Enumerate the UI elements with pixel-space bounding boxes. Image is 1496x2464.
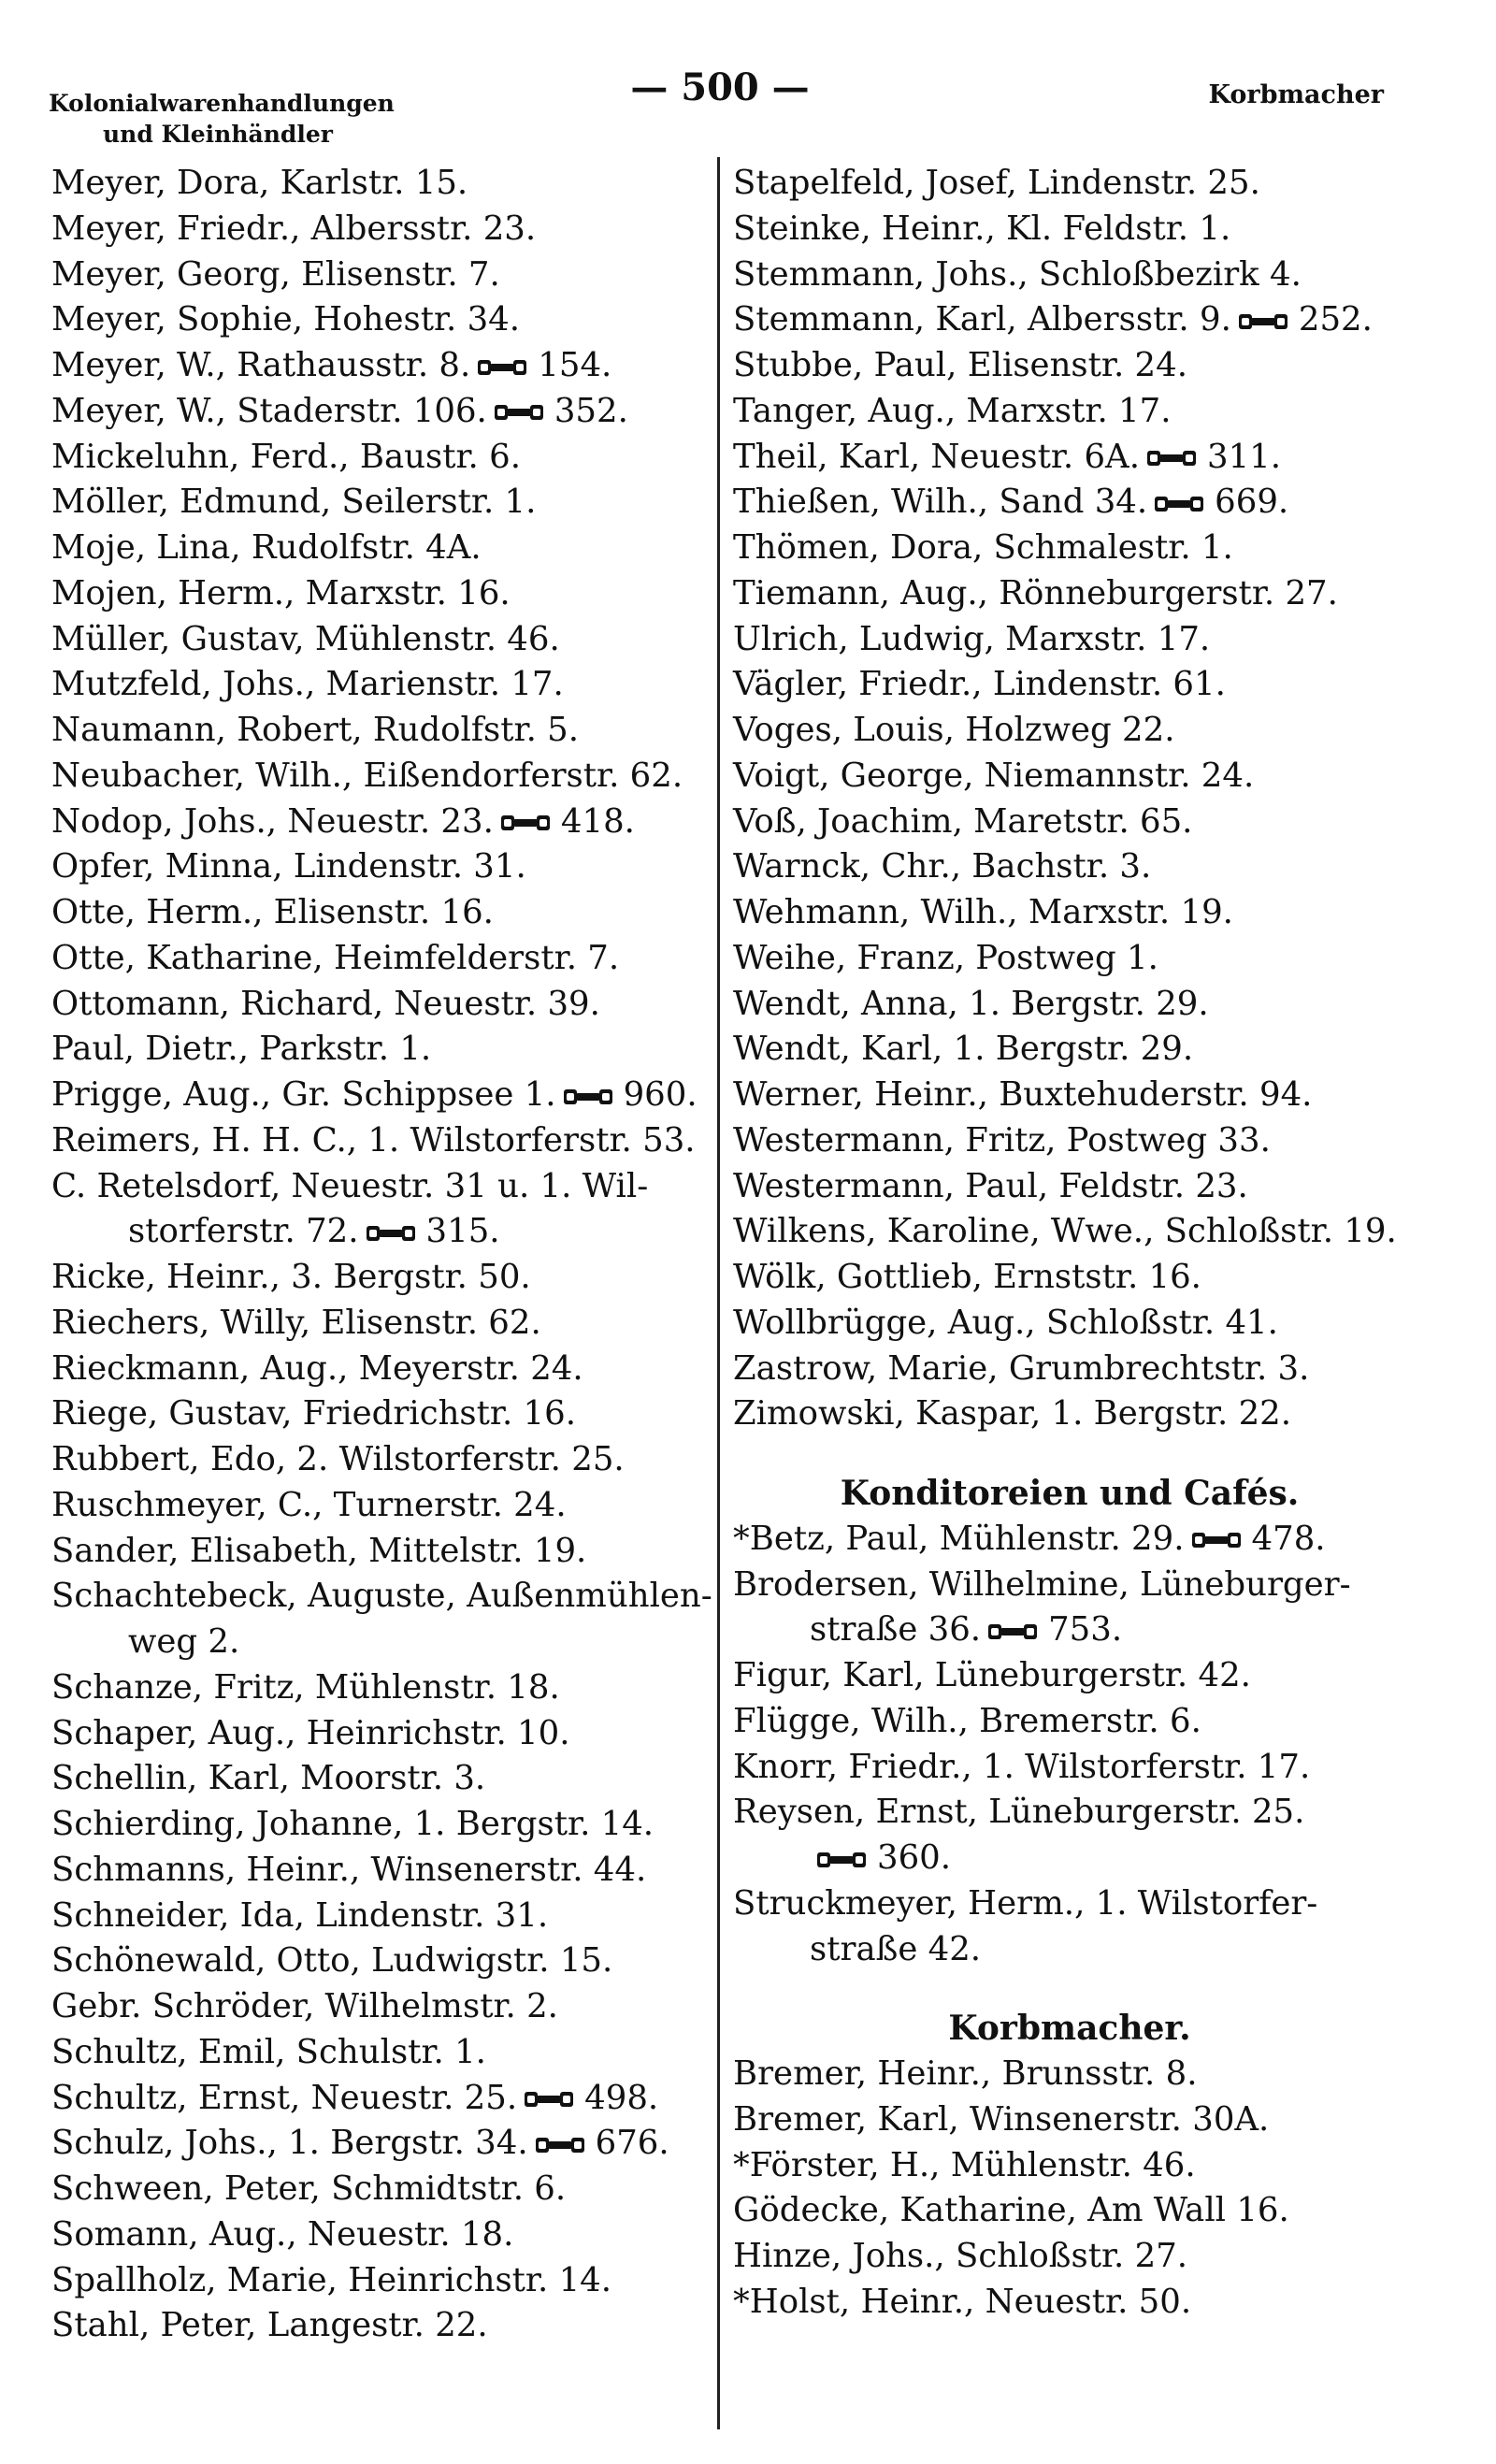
phone-number: 315.	[425, 1212, 500, 1251]
entry-text: *Betz, Paul, Mühlenstr. 29.	[733, 1519, 1185, 1558]
directory-entry	[51, 389, 711, 435]
directory-entry	[51, 662, 711, 708]
entry-text: Meyer, W., Rathausstr. 8.	[51, 346, 471, 384]
entry-text: Schmanns, Heinr., Winsenerstr. 44.	[51, 1850, 647, 1889]
directory-entry	[51, 708, 711, 754]
directory-entry	[51, 1894, 711, 1939]
entry-text: Schneider, Ida, Lindenstr. 31.	[51, 1895, 549, 1935]
entry-text: Riechers, Willy, Elisenstr. 62.	[51, 1303, 541, 1342]
entry-text: Otte, Herm., Elisenstr. 16.	[51, 893, 494, 931]
entry-text: Thömen, Dora, Schmalestr. 1.	[733, 528, 1233, 567]
entry-text: Ottomann, Richard, Neuestr. 39.	[51, 984, 600, 1023]
entry-text: Wölk, Gottlieb, Ernststr. 16.	[733, 1258, 1201, 1296]
directory-entry	[51, 1164, 711, 1210]
entry-text: Schellin, Karl, Moorstr. 3.	[51, 1759, 486, 1798]
entry-text: Schween, Peter, Schmidtstr. 6.	[51, 2169, 567, 2208]
entry-text: Prigge, Aug., Gr. Schippsee 1.	[51, 1075, 556, 1114]
entry-text: Moje, Lina, Rudolfstr. 4A.	[51, 528, 482, 567]
entry-text: Wilkens, Karoline, Wwe., Schloßstr. 19.	[733, 1212, 1397, 1251]
directory-entry	[51, 207, 711, 252]
directory-entry	[51, 526, 711, 571]
directory-entry	[51, 1301, 711, 1347]
directory-entry	[733, 1881, 1406, 1927]
directory-entry	[51, 1483, 711, 1529]
directory-entry	[733, 2188, 1406, 2234]
phone-number: 154.	[538, 346, 612, 384]
phone-number: 252.	[1298, 300, 1373, 339]
directory-entry	[733, 480, 1406, 526]
directory-entry	[733, 2143, 1406, 2189]
directory-entry	[51, 1391, 711, 1437]
entry-text: straße 42.	[810, 1929, 982, 1968]
running-header-right: Korbmacher	[1208, 80, 1384, 109]
directory-entry	[733, 754, 1406, 800]
directory-entry	[51, 435, 711, 481]
directory-entry	[51, 754, 711, 800]
right-column	[733, 161, 1406, 2326]
left-column	[51, 161, 711, 2349]
directory-entry	[733, 2280, 1406, 2326]
directory-entry	[733, 1607, 1406, 1653]
directory-entry	[733, 2097, 1406, 2143]
header-line-2: und Kleinhändler	[103, 121, 333, 148]
entry-text: Meyer, Dora, Karlstr. 15.	[51, 164, 468, 202]
telephone-handset-icon	[1145, 445, 1200, 471]
entry-text: Warnck, Chr., Bachstr. 3.	[733, 847, 1152, 886]
telephone-handset-icon	[562, 1084, 616, 1110]
phone-number: 478.	[1251, 1519, 1326, 1558]
telephone-handset-icon	[1237, 309, 1291, 335]
entry-text: Meyer, Georg, Elisenstr. 7.	[51, 254, 500, 294]
directory-entry	[51, 800, 711, 845]
directory-entry	[51, 571, 711, 617]
entry-text: Mutzfeld, Johs., Marienstr. 17.	[51, 665, 564, 704]
directory-entry	[51, 1984, 711, 2030]
directory-entry	[733, 1164, 1406, 1210]
entry-text: Schaper, Aug., Heinrichstr. 10.	[51, 1713, 570, 1752]
entry-text: Meyer, Sophie, Hohestr. 34.	[51, 300, 521, 339]
directory-entry	[51, 1209, 711, 1255]
entry-text: Opfer, Minna, Lindenstr. 31.	[51, 847, 526, 886]
entry-text: Wendt, Karl, 1. Bergstr. 29.	[733, 1030, 1194, 1069]
entry-text: Voigt, George, Niemannstr. 24.	[733, 756, 1255, 795]
section-spacer	[733, 1437, 1406, 1471]
entry-text: Meyer, W., Staderstr. 106.	[51, 391, 487, 430]
entry-text: Stemmann, Karl, Albersstr. 9.	[733, 300, 1231, 339]
entry-text: Bremer, Heinr., Brunsstr. 8.	[733, 2054, 1198, 2093]
directory-entry	[51, 1574, 711, 1620]
directory-entry	[51, 1073, 711, 1118]
directory-entry	[733, 2234, 1406, 2280]
directory-entry	[51, 1255, 711, 1301]
entry-text: Hinze, Johs., Schloßstr. 27.	[733, 2237, 1188, 2275]
entry-text: Brodersen, Wilhelmine, Lüneburger-	[733, 1564, 1351, 1604]
directory-entry	[51, 1711, 711, 1757]
entry-text: Struckmeyer, Herm., 1. Wilstorfer-	[733, 1883, 1318, 1923]
directory-entry	[733, 435, 1406, 481]
directory-entry	[733, 1209, 1406, 1255]
entry-text: Wollbrügge, Aug., Schloßstr. 41.	[733, 1303, 1278, 1342]
directory-entry	[51, 2303, 711, 2349]
entry-text: Weihe, Franz, Postweg 1.	[733, 938, 1158, 977]
entry-text: Schönewald, Otto, Ludwigstr. 15.	[51, 1941, 613, 1981]
header-line-1: Kolonialwarenhandlungen	[49, 90, 395, 117]
directory-entry	[733, 1699, 1406, 1745]
directory-entry	[51, 1938, 711, 1984]
phone-number: 418.	[560, 801, 635, 841]
directory-entry	[733, 936, 1406, 982]
directory-entry	[51, 1347, 711, 1392]
entry-text: Otte, Katharine, Heimfelderstr. 7.	[51, 938, 620, 977]
directory-entry	[733, 1118, 1406, 1164]
directory-entry	[733, 1301, 1406, 1347]
entry-text: straße 36.	[810, 1610, 982, 1650]
entry-text: Stapelfeld, Josef, Lindenstr. 25.	[733, 164, 1260, 202]
telephone-handset-icon	[476, 354, 530, 381]
running-header-left	[49, 88, 460, 150]
telephone-handset-icon	[534, 2132, 588, 2158]
directory-entry	[51, 1027, 711, 1073]
directory-entry	[51, 1620, 711, 1665]
directory-entry	[733, 1790, 1406, 1836]
directory-entry	[733, 617, 1406, 663]
directory-entry	[51, 480, 711, 526]
entry-text: Knorr, Friedr., 1. Wilstorferstr. 17.	[733, 1747, 1311, 1786]
directory-entry	[733, 161, 1406, 207]
directory-entry	[733, 389, 1406, 435]
telephone-handset-icon	[499, 810, 554, 836]
section-heading: Korbmacher.	[948, 2009, 1191, 2049]
directory-entry	[733, 1027, 1406, 1073]
phone-number: 498.	[584, 2078, 659, 2117]
entry-text: Tanger, Aug., Marxstr. 17.	[733, 391, 1172, 430]
entry-text: Thießen, Wilh., Sand 34.	[733, 483, 1148, 522]
entry-text: Westermann, Paul, Feldstr. 23.	[733, 1166, 1248, 1205]
directory-entry	[733, 526, 1406, 571]
entry-text: Ruschmeyer, C., Turnerstr. 24.	[51, 1485, 567, 1524]
entry-text: Gödecke, Katharine, Am Wall 16.	[733, 2191, 1289, 2230]
entry-text: C. Retelsdorf, Neuestr. 31 u. 1. Wil-	[51, 1166, 649, 1205]
phone-number: 669.	[1215, 483, 1289, 522]
directory-entry	[51, 2212, 711, 2258]
entry-text: Möller, Edmund, Seilerstr. 1.	[51, 483, 537, 522]
telephone-handset-icon	[986, 1619, 1041, 1645]
entry-text: Wehmann, Wilh., Marxstr. 19.	[733, 893, 1233, 931]
entry-text: Schanze, Fritz, Mühlenstr. 18.	[51, 1667, 560, 1707]
directory-entry	[51, 1118, 711, 1164]
directory-entry	[733, 1563, 1406, 1608]
entry-text: Neubacher, Wilh., Eißendorferstr. 62.	[51, 756, 683, 795]
entry-text: Figur, Karl, Lüneburgerstr. 42.	[733, 1656, 1251, 1694]
entry-text: Flügge, Wilh., Bremerstr. 6.	[733, 1701, 1201, 1740]
directory-entry	[51, 617, 711, 663]
entry-text: Mojen, Herm., Marxstr. 16.	[51, 573, 511, 612]
entry-text: weg 2.	[128, 1622, 240, 1661]
phone-number: 676.	[595, 2124, 669, 2163]
entry-text: Müller, Gustav, Mühlenstr. 46.	[51, 619, 560, 658]
entry-text: Gebr. Schröder, Wilhelmstr. 2.	[51, 1987, 558, 2025]
directory-entry	[733, 1745, 1406, 1791]
directory-entry	[51, 1756, 711, 1802]
directory-entry	[733, 1255, 1406, 1301]
directory-entry	[733, 2052, 1406, 2097]
entry-text: Wendt, Anna, 1. Bergstr. 29.	[733, 984, 1209, 1023]
directory-entry	[51, 1529, 711, 1575]
directory-entry	[51, 252, 711, 298]
entry-text: Somann, Aug., Neuestr. 18.	[51, 2214, 514, 2254]
directory-entry	[51, 343, 711, 389]
entry-text: Schulz, Johs., 1. Bergstr. 34.	[51, 2124, 528, 2163]
entry-text: Mickeluhn, Ferd., Baustr. 6.	[51, 437, 521, 476]
entry-text: Stubbe, Paul, Elisenstr. 24.	[733, 346, 1188, 384]
entry-text: Zimowski, Kaspar, 1. Bergstr. 22.	[733, 1394, 1292, 1434]
directory-entry	[733, 982, 1406, 1028]
telephone-handset-icon	[1190, 1527, 1244, 1553]
entry-text: Tiemann, Aug., Rönneburgerstr. 27.	[733, 573, 1338, 612]
directory-entry	[733, 800, 1406, 845]
directory-entry	[733, 890, 1406, 936]
telephone-handset-icon	[1153, 491, 1207, 517]
directory-entry	[51, 936, 711, 982]
entry-text: Voß, Joachim, Maretstr. 65.	[733, 801, 1193, 841]
entry-text: Ulrich, Ludwig, Marxstr. 17.	[733, 619, 1211, 658]
directory-entry	[51, 2030, 711, 2076]
directory-entry	[51, 844, 711, 890]
directory-entry	[733, 1653, 1406, 1699]
section-heading: Konditoreien und Cafés.	[840, 1474, 1300, 1513]
directory-entry	[733, 252, 1406, 298]
phone-number: 360.	[877, 1838, 952, 1877]
directory-entry	[51, 161, 711, 207]
entry-text: Schachtebeck, Auguste, Außenmühlen-	[51, 1577, 712, 1616]
telephone-handset-icon	[493, 399, 547, 425]
directory-entry	[51, 890, 711, 936]
entry-text: storferstr. 72.	[128, 1212, 359, 1251]
entry-text: Paul, Dietr., Parkstr. 1.	[51, 1030, 432, 1069]
entry-text: Reysen, Ernst, Lüneburgerstr. 25.	[733, 1793, 1305, 1832]
entry-text: Bremer, Karl, Winsenerstr. 30A.	[733, 2099, 1270, 2139]
entry-text: *Holst, Heinr., Neuestr. 50.	[733, 2282, 1192, 2321]
entry-text: Werner, Heinr., Buxtehuderstr. 94.	[733, 1075, 1313, 1114]
entry-text: Theil, Karl, Neuestr. 6A.	[733, 437, 1140, 476]
directory-entry	[733, 207, 1406, 252]
telephone-handset-icon	[523, 2086, 577, 2112]
directory-entry	[733, 343, 1406, 389]
directory-entry	[733, 297, 1406, 343]
directory-entry	[733, 1836, 1406, 1881]
directory-entry	[51, 982, 711, 1028]
entry-text: Schultz, Emil, Schulstr. 1.	[51, 2032, 486, 2071]
section-spacer	[733, 1972, 1406, 2006]
directory-entry	[733, 1347, 1406, 1392]
entry-text: Voges, Louis, Holzweg 22.	[733, 711, 1175, 749]
entry-text: Nodop, Johs., Neuestr. 23.	[51, 801, 494, 841]
directory-entry	[51, 297, 711, 343]
directory-entry	[733, 1517, 1406, 1563]
directory-entry	[51, 1437, 711, 1483]
directory-entry	[733, 1391, 1406, 1437]
directory-entry	[51, 2258, 711, 2304]
entry-text: Spallholz, Marie, Heinrichstr. 14.	[51, 2260, 612, 2299]
entry-text: Sander, Elisabeth, Mittelstr. 19.	[51, 1531, 587, 1570]
entry-text: Ricke, Heinr., 3. Bergstr. 50.	[51, 1258, 531, 1296]
directory-entry	[51, 1802, 711, 1848]
directory-entry	[51, 2167, 711, 2212]
entry-text: Stahl, Peter, Langestr. 22.	[51, 2306, 488, 2345]
phone-number: 960.	[623, 1075, 698, 1114]
entry-text: Meyer, Friedr., Albersstr. 23.	[51, 209, 537, 248]
entry-text: Riege, Gustav, Friedrichstr. 16.	[51, 1394, 577, 1434]
directory-entry	[51, 2121, 711, 2167]
entry-text: *Förster, H., Mühlenstr. 46.	[733, 2145, 1196, 2184]
directory-entry	[51, 1665, 711, 1711]
phone-number: 753.	[1048, 1610, 1123, 1650]
entry-text: Reimers, H. H. C., 1. Wilstorferstr. 53.	[51, 1120, 696, 1160]
page-number: — 500 —	[630, 65, 810, 109]
entry-text: Vägler, Friedr., Lindenstr. 61.	[733, 665, 1226, 704]
phone-number: 352.	[554, 391, 628, 430]
column-divider	[717, 157, 720, 2429]
entry-text: Schierding, Johanne, 1. Bergstr. 14.	[51, 1805, 654, 1843]
entry-text: Westermann, Fritz, Postweg 33.	[733, 1120, 1271, 1160]
directory-entry	[733, 708, 1406, 754]
entry-text: Schultz, Ernst, Neuestr. 25.	[51, 2078, 518, 2117]
entry-text: Rieckmann, Aug., Meyerstr. 24.	[51, 1348, 583, 1388]
directory-entry	[51, 2076, 711, 2122]
telephone-handset-icon	[815, 1847, 870, 1873]
entry-text: Naumann, Robert, Rudolfstr. 5.	[51, 711, 580, 749]
entry-text: Stemmann, Johs., Schloßbezirk 4.	[733, 254, 1302, 294]
entry-text: Zastrow, Marie, Grumbrechtstr. 3.	[733, 1348, 1310, 1388]
directory-entry	[733, 662, 1406, 708]
directory-entry	[733, 844, 1406, 890]
entry-text: Rubbert, Edo, 2. Wilstorferstr. 25.	[51, 1440, 625, 1478]
telephone-handset-icon	[365, 1220, 419, 1246]
directory-entry	[733, 571, 1406, 617]
phone-number: 311.	[1206, 437, 1282, 476]
entry-text: Steinke, Heinr., Kl. Feldstr. 1.	[733, 209, 1231, 248]
directory-entry	[733, 1927, 1406, 1973]
directory-entry	[733, 1073, 1406, 1118]
directory-entry	[51, 1848, 711, 1894]
